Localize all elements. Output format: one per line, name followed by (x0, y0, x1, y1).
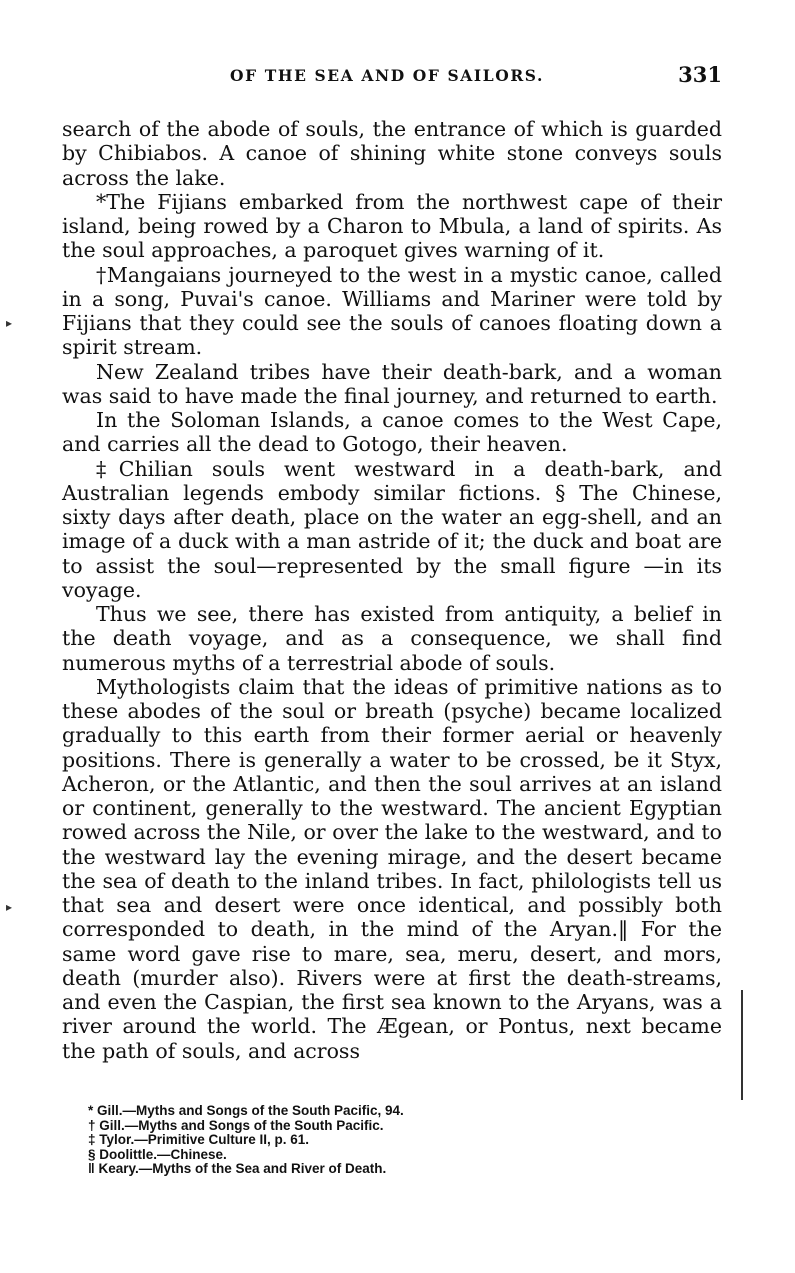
margin-bracket-icon (741, 990, 743, 1100)
footnote: ‡ Tylor.—Primitive Culture II, p. 61. (88, 1132, 310, 1147)
body-text (62, 117, 722, 1063)
footnote: * Gill.—Myths and Songs of the South Pacific, 94. (88, 1103, 404, 1118)
paragraph (62, 190, 722, 263)
paragraph-text: In the Soloman Islands, a canoe comes to the West Cape, and carries all the dead to Gotogo, their heaven. (62, 408, 722, 457)
footnote-marker: * (96, 189, 107, 214)
paragraph-text: The Fijians embarked from the northwest cape of their island, being rowed by a Charon to Mbula, a land of spirits. As the soul approaches, a paroquet gives warning of it. (62, 189, 722, 263)
paragraph (62, 675, 722, 1063)
paragraph (62, 602, 722, 675)
paragraph-text: search of the abode of souls, the entrance of which is guarded by Chibiabos. A canoe of shining white stone conveys souls across the lake. (62, 117, 722, 190)
page-number: 331 (678, 62, 722, 87)
footnote-marker: ‡ (96, 456, 119, 481)
margin-speck-icon: ▸ (6, 316, 13, 330)
paragraph (62, 408, 722, 457)
page-header (62, 62, 722, 92)
margin-speck-icon: ▸ (6, 900, 13, 914)
paragraph-text: New Zealand tribes have their death-bark, and a woman was said to have made the final journey, and returned to earth. (62, 359, 722, 408)
running-head: OF THE SEA AND OF SAILORS. (230, 66, 545, 85)
footnote: § Doolittle.—Chinese. (88, 1146, 227, 1162)
footnotes (88, 1104, 688, 1177)
paragraph-text: Chilian souls went westward in a death-bark, and Australian legends embody similar fictions. § The Chinese, sixty days after death, place on the water an egg-shell, and an image of a duck with a man astride of it; the duck and boat are to assist the soul—represented by the small figure —in its voyage. (62, 456, 722, 602)
footnote: ‖ Keary.—Myths of the Sea and River of Death. (88, 1161, 387, 1176)
paragraph-text: Thus we see, there has existed from antiquity, a belief in the death voyage, and as a consequence, we shall find numerous myths of a terrestrial abode of souls. (62, 602, 722, 675)
footnote-marker: † (96, 262, 107, 287)
paragraph (62, 457, 722, 603)
paragraph (62, 263, 722, 360)
paragraph (62, 360, 722, 409)
footnote: † Gill.—Myths and Songs of the South Pacific. (88, 1117, 384, 1133)
paragraph (62, 117, 722, 190)
paragraph-text: Mangaians journeyed to the west in a mystic canoe, called in a song, Puvai's canoe. Williams and Mariner were told by Fijians that they could see the souls of canoes floating down a spirit stream. (62, 262, 723, 360)
paragraph-text: Mythologists claim that the ideas of primitive nations as to these abodes of the soul or breath (psyche) became localized gradually to this earth from their former aerial or heavenly positions. There is generally a water to be crossed, be it Styx, Acheron, or the Atlantic, and then the soul arrives at an island or continent, generally to the westward. The ancient Egyptian rowed across the Nile, or over the lake to the westward, and to the westward lay the evening mirage, and the desert became the sea of death to the inland tribes. In fact, philologists tell us that sea and desert were once identical, and possibly both corresponded to death, in the mind of the Aryan.‖ For the same word gave rise to mare, sea, meru, desert, and mors, death (murder also). Rivers were at first the death-streams, and even the Caspian, the first sea known to the Aryans, was a river around the world. The Ægean, or Pontus, next became the path of souls, and across (62, 674, 722, 1063)
